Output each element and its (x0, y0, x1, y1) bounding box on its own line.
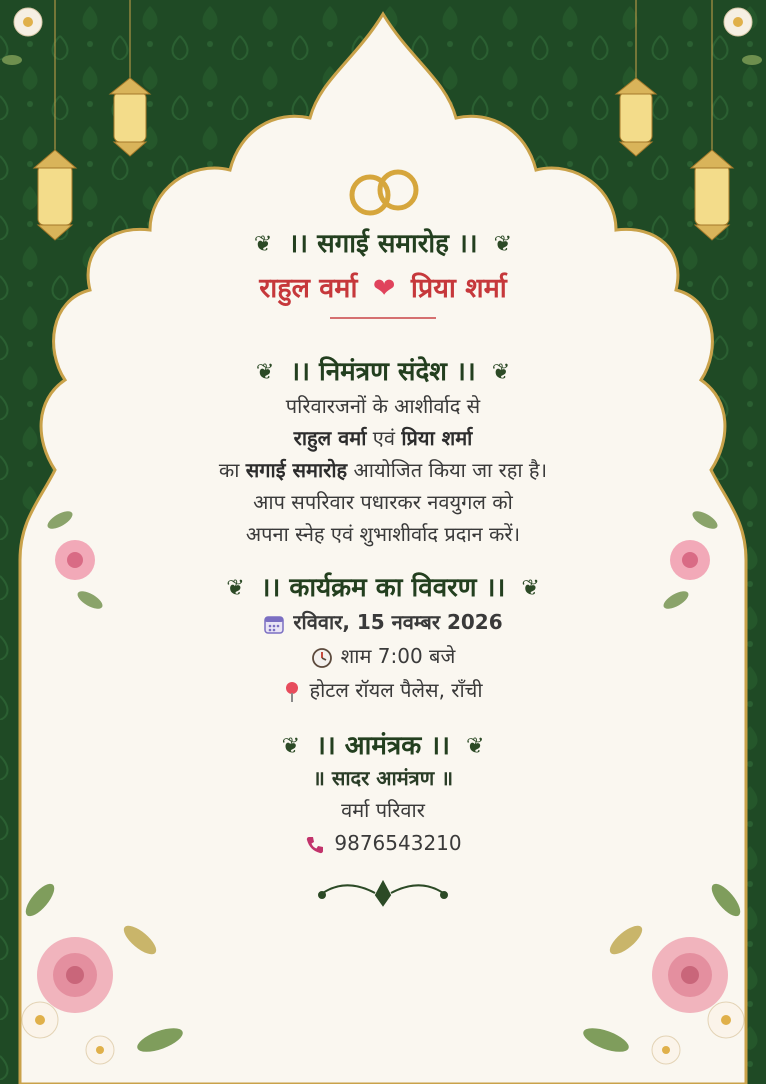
event-date: रविवार, 15 नवम्बर 2026 (0, 608, 766, 635)
host-phone: 9876543210 (0, 831, 766, 856)
leaf-ornament-icon: ❦ (226, 576, 245, 601)
calendar-icon (263, 613, 285, 635)
bride-name: प्रिया शर्मा (410, 273, 507, 304)
couple-names (0, 268, 766, 305)
invitation-line-4: आप सपरिवार पधारकर नवयुगल को (253, 490, 513, 514)
program-heading: ❦ ।। कार्यक्रम का विवरण ।। ❦ (226, 573, 540, 603)
leaf-ornament-icon: ❦ (491, 360, 511, 385)
invitation-line-3: का सगाई समारोह आयोजित किया जा रहा है। (218, 458, 548, 482)
leaf-ornament-icon: ❦ (493, 232, 513, 257)
invitation-line-2: राहुल वर्मा एवं प्रिया शर्मा (293, 426, 473, 450)
host-salutation: ॥ सादर आमंत्रण ॥ (312, 766, 454, 790)
invitation-line-5: अपना स्नेह एवं शुभाशीर्वाद प्रदान करें। (245, 522, 521, 546)
leaf-ornament-icon: ❦ (521, 576, 540, 601)
groom-name: राहुल वर्मा (259, 273, 358, 304)
pin-icon (283, 681, 301, 703)
ceremony-title: ❦ ।। सगाई समारोह ।। ❦ (253, 229, 513, 259)
clock-icon (311, 647, 333, 669)
leaf-ornament-icon: ❦ (281, 734, 301, 759)
event-time: शाम 7:00 बजे (0, 642, 766, 669)
leaf-ornament-icon: ❦ (253, 232, 273, 257)
host-heading: ❦ ।। आमंत्रक ।। ❦ (281, 731, 485, 761)
invitation-heading: ❦ ।। निमंत्रण संदेश ।। ❦ (255, 357, 511, 387)
leaf-ornament-icon: ❦ (255, 360, 275, 385)
host-family: वर्मा परिवार (341, 798, 425, 822)
leaf-ornament-icon: ❦ (465, 734, 485, 759)
event-venue: होटल रॉयल पैलेस, राँची (0, 676, 766, 703)
invitation-line-1: परिवारजनों के आशीर्वाद से (285, 394, 481, 418)
phone-icon (304, 834, 326, 856)
heart-icon: ❤ (372, 273, 396, 304)
